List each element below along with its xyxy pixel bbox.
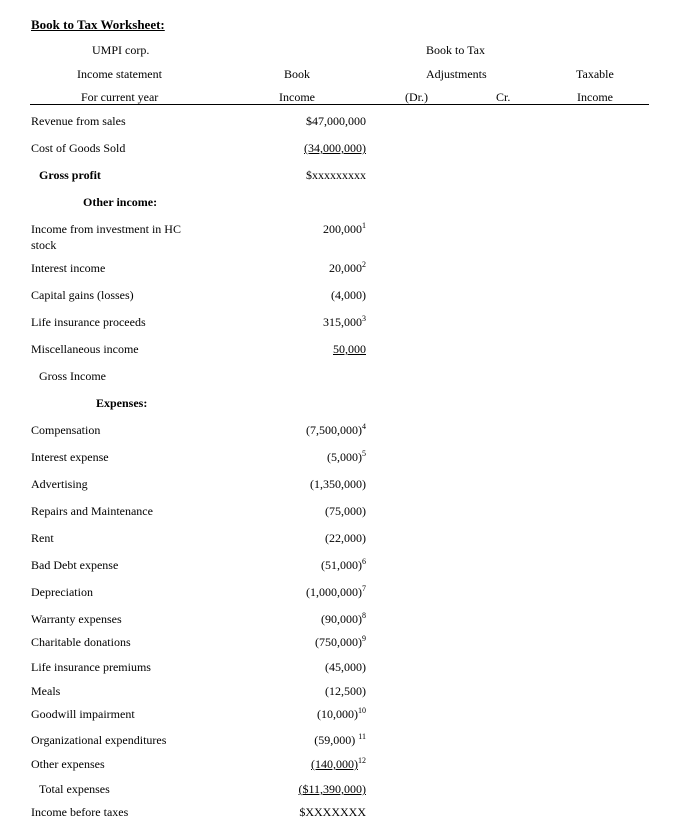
row-amount: $xxxxxxxxx <box>306 168 366 182</box>
header-book-line1: Book <box>284 67 311 81</box>
header-debit: (Dr.) <box>405 90 428 104</box>
row-amount: $47,000,000 <box>306 114 366 128</box>
header-period: For current year <box>81 90 159 104</box>
row-label: Warranty expenses <box>31 612 122 626</box>
header-taxable-line1: Taxable <box>576 67 614 81</box>
header-company: UMPI corp. <box>92 43 150 57</box>
row-label: Other expenses <box>31 757 105 771</box>
row-label: Life insurance proceeds <box>31 315 146 329</box>
row-amount: ($11,390,000) <box>298 782 366 796</box>
section-heading-expenses: Expenses: <box>96 396 148 410</box>
row-label: Repairs and Maintenance <box>31 504 153 518</box>
header-book-line2: Income <box>279 90 315 104</box>
row-label: Charitable donations <box>31 635 131 649</box>
row-amount: (12,500) <box>325 684 366 698</box>
row-label: Capital gains (losses) <box>31 288 134 302</box>
row-label: Interest income <box>31 261 106 275</box>
row-amount: 200,000$^1$ <box>323 221 366 236</box>
row-label: Cost of Goods Sold <box>31 141 126 155</box>
row-label: Miscellaneous income <box>31 342 139 356</box>
row-label: Rent <box>31 531 54 545</box>
row-label: Bad Debt expense <box>31 558 119 572</box>
row-amount: 50,000 <box>333 342 366 356</box>
header-taxable-line2: Income <box>577 90 613 104</box>
section-heading-other-income: Other income: <box>83 195 158 209</box>
row-label: Compensation <box>31 423 101 437</box>
header-rule <box>30 104 649 105</box>
row-amount: $XXXXXXX <box>299 805 366 819</box>
row-label: Gross Income <box>39 369 106 383</box>
row-amount: $(51,000)^6$ <box>321 557 366 572</box>
row-label-continued: stock <box>31 238 57 252</box>
row-amount: $(5,000)^5$ <box>327 449 366 464</box>
row-label: Income before taxes <box>31 805 129 819</box>
row-label: Depreciation <box>31 585 93 599</box>
row-amount: (22,000) <box>325 531 366 545</box>
row-amount: $(90,000)^8$ <box>321 611 366 626</box>
row-amount: (75,000) <box>325 504 366 518</box>
header-credit: Cr. <box>496 90 511 104</box>
row-label: Income from investment in HC <box>31 222 181 236</box>
row-amount: (45,000) <box>325 660 366 674</box>
header-adjustments-line1: Book to Tax <box>426 43 485 57</box>
row-amount: $(750,000)^9$ <box>315 634 366 649</box>
row-label: Advertising <box>31 477 88 491</box>
row-amount: 20,000$^2$ <box>329 260 366 275</box>
header-statement: Income statement <box>77 67 162 81</box>
row-amount: $(10,000)^{10}$ <box>317 706 366 721</box>
row-label: Life insurance premiums <box>31 660 151 674</box>
row-amount: 315,000$^3$ <box>323 314 366 329</box>
row-label: Revenue from sales <box>31 114 126 128</box>
row-label: Organizational expenditures <box>31 733 167 747</box>
worksheet-title: Book to Tax Worksheet: <box>31 17 165 32</box>
row-label: Meals <box>31 684 61 698</box>
row-label: Total expenses <box>39 782 110 796</box>
row-label: Goodwill impairment <box>31 707 135 721</box>
row-amount: (4,000) <box>331 288 366 302</box>
row-amount: (1,350,000) <box>310 477 366 491</box>
row-amount: $(7,500,000)^4$ <box>306 422 366 437</box>
header-adjustments-line2: Adjustments <box>426 67 487 81</box>
row-label: Interest expense <box>31 450 109 464</box>
row-amount: (34,000,000) <box>304 141 366 155</box>
row-amount: $(140,000)^{12}$ <box>311 756 366 771</box>
row-amount: (59,000) $^{11}$ <box>314 732 366 747</box>
row-label: Gross profit <box>39 168 101 182</box>
row-amount: $(1,000,000)^7$ <box>306 584 366 599</box>
